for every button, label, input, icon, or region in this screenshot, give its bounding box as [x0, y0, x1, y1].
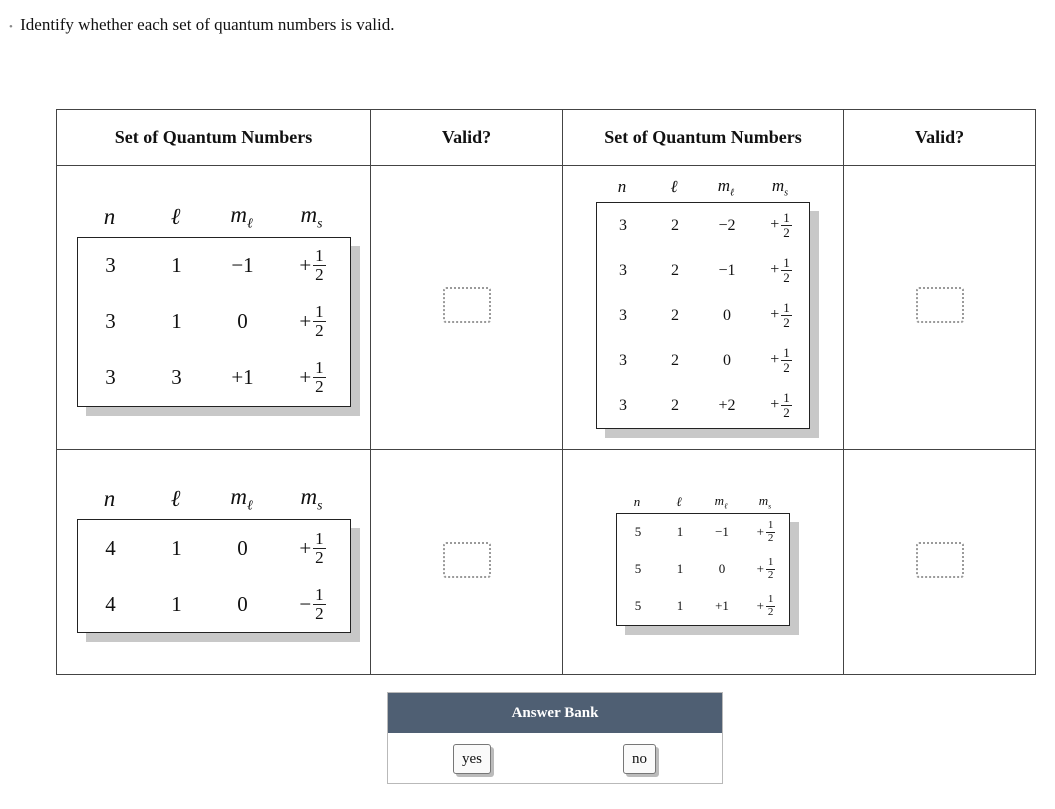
quantum-box [616, 513, 790, 626]
value-ml: 0 [237, 535, 248, 560]
value-l: 2 [671, 396, 679, 414]
fraction-denominator: 2 [767, 605, 774, 618]
value-ms-sign: + [756, 598, 764, 613]
value-ms-fraction [766, 557, 776, 581]
value-ms-sign: + [770, 351, 780, 369]
fraction-numerator: 1 [783, 390, 790, 406]
answer-chip-no[interactable]: no [623, 744, 656, 774]
value-n: 5 [634, 561, 642, 576]
fraction-numerator: 1 [783, 300, 790, 316]
symbol-ml-sub: ℓ [246, 497, 253, 513]
dropzone-set4[interactable] [916, 542, 964, 578]
fraction-denominator: 2 [315, 377, 324, 396]
quantum-row [597, 338, 809, 383]
fraction-numerator: 1 [783, 345, 790, 361]
symbol-ml: $m_\ell$ [714, 492, 728, 511]
fraction-denominator: 2 [315, 603, 324, 623]
fraction-denominator: 2 [783, 315, 790, 330]
fraction-numerator: 1 [315, 246, 324, 266]
symbol-ml: $m_\ell$ [230, 484, 253, 513]
fraction-numerator: 1 [315, 528, 324, 548]
value-ml: −2 [718, 216, 736, 234]
value-l: 1 [171, 309, 182, 333]
value-n: 4 [105, 591, 116, 616]
value-ms-fraction [781, 301, 792, 329]
value-ms-fraction [313, 586, 326, 623]
header-set-2: Set of Quantum Numbers [563, 110, 844, 166]
value-ms [276, 247, 350, 284]
quantum-row [78, 520, 350, 576]
value-l: 1 [171, 591, 182, 616]
fraction-denominator: 2 [315, 321, 324, 340]
value-l: 2 [671, 306, 679, 324]
value-ms-fraction [766, 520, 776, 544]
value-ms-fraction [313, 303, 326, 340]
value-ms [276, 303, 350, 340]
value-ml: 0 [718, 561, 726, 576]
quantum-box [77, 237, 351, 407]
value-n: 3 [619, 216, 627, 234]
value-ms [753, 211, 809, 239]
value-ms-fraction [313, 359, 326, 396]
value-ml: −1 [231, 253, 254, 277]
value-ms [743, 557, 789, 581]
symbol-l: ℓ [170, 203, 181, 229]
symbol-l: ℓ [170, 486, 181, 511]
value-ms-sign: + [299, 253, 312, 277]
dropzone-set1[interactable] [443, 287, 491, 323]
value-l: 1 [171, 253, 182, 277]
quantum-set [77, 479, 351, 633]
quantum-row [617, 514, 789, 551]
value-n: 3 [619, 396, 627, 414]
cell-valid-set3 [371, 450, 563, 675]
quantum-box [77, 519, 351, 633]
cell-set4 [563, 450, 844, 675]
value-n: 3 [105, 253, 116, 277]
cell-set1 [57, 166, 371, 450]
symbol-ms-sub: s [317, 497, 323, 513]
symbol-n: n [103, 486, 116, 511]
value-ms-sign: + [756, 561, 764, 576]
value-ms [743, 520, 789, 544]
fraction-numerator: 1 [315, 584, 324, 604]
value-l: 2 [671, 261, 679, 279]
fraction-numerator: 1 [783, 210, 790, 226]
fraction-denominator: 2 [315, 547, 324, 567]
answer-bank [387, 692, 723, 784]
value-n: 5 [634, 598, 642, 613]
value-ml: −1 [718, 261, 736, 279]
dropzone-set2[interactable] [916, 287, 964, 323]
value-ms-fraction [313, 247, 326, 284]
value-ms [276, 530, 350, 567]
quantum-row [617, 551, 789, 588]
quantum-row [597, 383, 809, 428]
value-l: 1 [676, 524, 684, 539]
value-ms-fraction [781, 211, 792, 239]
value-ml: 0 [723, 306, 731, 324]
header-valid-1: Valid? [371, 110, 563, 166]
value-ms-sign: + [770, 306, 780, 324]
cell-set3 [57, 450, 371, 675]
value-n: 3 [619, 261, 627, 279]
symbol-ml-sub: ℓ [246, 215, 253, 231]
value-ml: +1 [231, 365, 254, 389]
symbol-ms: $m_s$ [300, 484, 323, 513]
quantum-header-row [616, 491, 790, 513]
quantum-row [78, 294, 350, 350]
fraction-denominator: 2 [783, 225, 790, 240]
quantum-set [77, 197, 351, 407]
quantum-row [78, 576, 350, 632]
fraction-denominator: 2 [783, 270, 790, 285]
value-l: 1 [676, 598, 684, 613]
value-ml: 0 [723, 351, 731, 369]
symbol-ml-sub: ℓ [724, 501, 728, 511]
value-ml: 0 [237, 309, 248, 333]
value-l: 1 [676, 561, 684, 576]
value-ml: +1 [715, 598, 729, 613]
header-valid-2: Valid? [844, 110, 1036, 166]
value-ms-sign: + [299, 365, 312, 389]
value-ml: +2 [718, 396, 736, 414]
bullet-icon: • [9, 21, 13, 33]
fraction-numerator: 1 [767, 555, 774, 568]
fraction-numerator: 1 [783, 255, 790, 271]
symbol-n: n [103, 203, 116, 229]
value-ms [753, 346, 809, 374]
value-l: 2 [671, 351, 679, 369]
quantum-header-row [77, 479, 351, 519]
value-ms-sign: + [770, 261, 780, 279]
quantum-header-row [77, 197, 351, 237]
header-set-1: Set of Quantum Numbers [57, 110, 371, 166]
value-l: 2 [671, 216, 679, 234]
symbol-ml-sub: ℓ [730, 187, 735, 199]
value-ms-sign: − [299, 591, 312, 616]
value-ms [753, 301, 809, 329]
instruction [9, 15, 394, 35]
value-ms-sign: + [770, 216, 780, 234]
quantum-header-row [596, 172, 810, 202]
symbol-ms: $m_s$ [300, 201, 323, 231]
symbol-l: ℓ [676, 493, 682, 509]
cell-set2 [563, 166, 844, 450]
fraction-numerator: 1 [767, 518, 774, 531]
value-ms-sign: + [756, 524, 764, 539]
fraction-denominator: 2 [767, 531, 774, 544]
value-n: 3 [619, 306, 627, 324]
value-n: 3 [105, 309, 116, 333]
value-ms-fraction [781, 346, 792, 374]
symbol-n: n [617, 177, 627, 196]
value-ms-fraction [781, 256, 792, 284]
quantum-row [597, 248, 809, 293]
symbol-ml: $m_\ell$ [717, 175, 735, 199]
dropzone-set3[interactable] [443, 542, 491, 578]
instruction-text: Identify whether each set of quantum numbers is valid. [20, 15, 395, 34]
symbol-ms: $m_s$ [771, 175, 789, 199]
symbol-n: n [633, 493, 641, 509]
quantum-row [617, 588, 789, 625]
fraction-denominator: 2 [315, 265, 324, 284]
fraction-numerator: 1 [315, 358, 324, 378]
value-n: 3 [105, 365, 116, 389]
fraction-denominator: 2 [767, 568, 774, 581]
value-ms [276, 359, 350, 396]
value-ms-sign: + [299, 309, 312, 333]
quantum-row [78, 350, 350, 406]
answer-bank-title: Answer Bank [388, 693, 722, 733]
quantum-row [597, 203, 809, 248]
fraction-numerator: 1 [315, 302, 324, 322]
symbol-ms-sub: s [317, 215, 323, 231]
value-ms [743, 594, 789, 618]
value-ms [276, 586, 350, 623]
value-ml: −1 [715, 524, 729, 539]
value-ms-sign: + [299, 535, 312, 560]
value-ms-fraction [781, 391, 792, 419]
quantum-box [596, 202, 810, 429]
quantum-set [596, 172, 810, 429]
value-ms-fraction [766, 594, 776, 618]
value-n: 3 [619, 351, 627, 369]
quantum-row [78, 238, 350, 294]
value-l: 1 [171, 535, 182, 560]
value-n: 4 [105, 535, 116, 560]
fraction-denominator: 2 [783, 405, 790, 420]
symbol-ms-sub: s [784, 187, 789, 199]
symbol-l: ℓ [670, 177, 678, 196]
cell-valid-set1 [371, 166, 563, 450]
value-ms-sign: + [770, 396, 780, 414]
fraction-numerator: 1 [767, 592, 774, 605]
quantum-set [616, 491, 790, 626]
value-ml: 0 [237, 591, 248, 616]
quantum-row [597, 293, 809, 338]
value-n: 5 [634, 524, 642, 539]
value-ms [753, 256, 809, 284]
symbol-ms: $m_s$ [758, 492, 772, 511]
value-ms-fraction [313, 530, 326, 567]
symbol-ms-sub: s [768, 501, 772, 511]
cell-valid-set2 [844, 166, 1036, 450]
fraction-denominator: 2 [783, 360, 790, 375]
symbol-ml: $m_\ell$ [230, 201, 253, 231]
value-l: 3 [171, 365, 182, 389]
answer-chip-yes[interactable]: yes [453, 744, 491, 774]
value-ms [753, 391, 809, 419]
cell-valid-set4 [844, 450, 1036, 675]
quantum-table [56, 109, 1036, 675]
